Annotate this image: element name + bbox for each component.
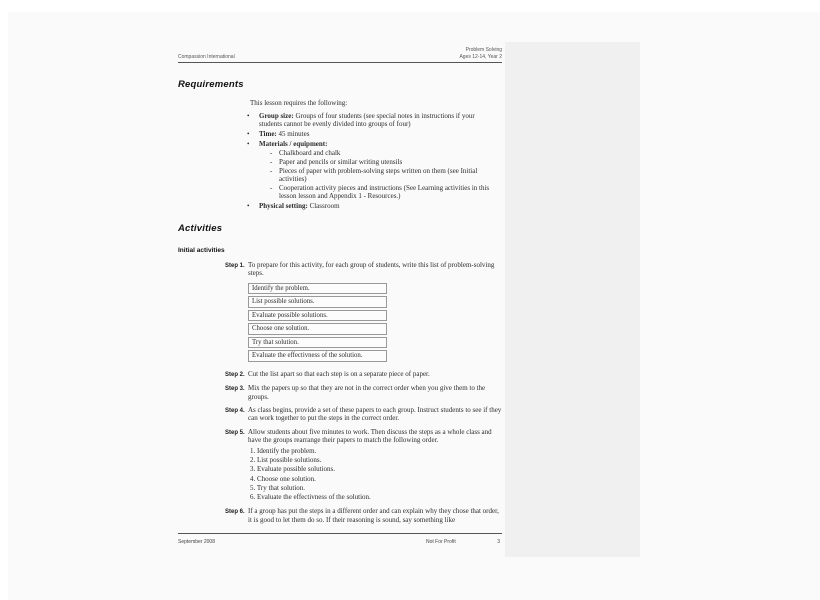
sublist-item: - Pieces of paper with problem-solving steps written on them (see Initial activities) bbox=[270, 167, 497, 183]
step-label: Step 4. bbox=[225, 408, 245, 415]
item-label: Time: bbox=[259, 130, 277, 138]
header-course-ages: Ages 12-14, Year 2 bbox=[459, 53, 502, 60]
step-1 bbox=[178, 261, 502, 365]
footer-org-type: Not For Profit bbox=[426, 539, 456, 545]
sublist-item: - Chalkboard and chalk bbox=[270, 149, 497, 157]
item-text: 45 minutes bbox=[278, 130, 310, 138]
step-2 bbox=[178, 370, 502, 379]
step-text: Allow students about five minutes to work. Then discuss the steps as a whole class and have the groups rearrange their papers to match the following order. bbox=[248, 427, 492, 445]
scan-gray-band bbox=[505, 42, 640, 557]
step-label: Step 6. bbox=[225, 509, 245, 516]
table-row bbox=[248, 323, 387, 335]
step-4 bbox=[178, 406, 502, 423]
left-margin-strip bbox=[0, 0, 8, 600]
table-cell: Try that solution. bbox=[248, 337, 387, 349]
step-body bbox=[248, 428, 502, 503]
item-label: Group size: bbox=[259, 112, 294, 120]
initial-activities-subheading: Initial activities bbox=[178, 247, 225, 254]
header-course-title: Problem Solving bbox=[465, 47, 502, 53]
footer-page-number: 3 bbox=[497, 539, 500, 545]
step-body bbox=[248, 261, 502, 365]
step-text: To prepare for this activity, for each group of students, write this list of problem-solving steps. bbox=[248, 261, 495, 278]
ordered-step: Evaluate the effectivness of the solution. bbox=[257, 493, 371, 502]
activities-heading: Activities bbox=[178, 223, 223, 234]
step-text: Cut the list apart so that each step is on a separate piece of paper. bbox=[248, 369, 430, 378]
item-text: Groups of four students (see special notes in instructions if your students cannot be evenly divided into groups of four) bbox=[259, 112, 475, 128]
ordered-step: Try that solution. bbox=[256, 483, 306, 492]
step-text: As class begins, provide a set of these papers to each group. Instruct students to see if they can work together to put the steps in the correct order. bbox=[248, 406, 502, 423]
step-5 bbox=[178, 428, 502, 503]
table-cell: Evaluate the effectivness of the solution. bbox=[248, 350, 387, 362]
step-3 bbox=[178, 384, 502, 401]
document-page bbox=[178, 47, 502, 529]
step-label: Step 5. bbox=[225, 429, 245, 436]
step-text: If a group has put the steps in a different order and can explain why they chose that order, it is good to let them do so. If their reasoning is sound, say something like bbox=[248, 507, 499, 524]
step-label: Step 3. bbox=[225, 386, 245, 393]
page-header bbox=[178, 47, 502, 63]
materials-sublist bbox=[270, 149, 497, 200]
table-cell: Evaluate possible solutions. bbox=[248, 310, 387, 322]
item-label: Physical setting: bbox=[259, 202, 308, 210]
list-item-materials bbox=[245, 140, 497, 200]
problem-solving-steps-table bbox=[246, 281, 389, 364]
table-row bbox=[248, 283, 387, 295]
ordered-step: Evaluate possible solutions. bbox=[257, 465, 335, 474]
step-text: Mix the papers up so that they are not in the correct order when you give them to the groups. bbox=[248, 384, 486, 401]
steps-list bbox=[178, 261, 502, 524]
ordered-step: List possible solutions. bbox=[257, 455, 322, 464]
ordered-step: Choose one solution. bbox=[257, 474, 316, 483]
table-cell: Identify the problem. bbox=[248, 283, 387, 295]
sublist-item: - Cooperation activity pieces and instructions (See Learning activities in this lesson lesson and Appendix 1 - Resources.) bbox=[270, 184, 497, 200]
table-row bbox=[248, 310, 387, 322]
top-margin-strip bbox=[0, 0, 820, 12]
footer-date: September 2008 bbox=[178, 539, 215, 545]
list-item-time bbox=[245, 130, 497, 138]
ordered-steps-list bbox=[248, 447, 502, 503]
table-cell: Choose one solution. bbox=[248, 323, 387, 335]
list-item-physical-setting bbox=[245, 202, 497, 210]
header-course-info bbox=[459, 47, 502, 60]
ordered-step: Identify the problem. bbox=[257, 446, 317, 455]
sublist-item: - Paper and pencils or similar writing utensils bbox=[270, 158, 497, 166]
list-item-group-size bbox=[245, 112, 497, 128]
table-cell: List possible solutions. bbox=[248, 296, 387, 308]
requirements-heading: Requirements bbox=[178, 79, 244, 90]
table-row bbox=[248, 296, 387, 308]
table-row bbox=[248, 350, 387, 362]
step-6 bbox=[178, 507, 502, 524]
requirements-list bbox=[245, 112, 497, 210]
table-row bbox=[248, 337, 387, 349]
header-org-name: Compassion International bbox=[178, 53, 235, 60]
item-label: Materials / equipment: bbox=[259, 140, 328, 148]
step-label: Step 1. bbox=[225, 263, 245, 269]
item-text: Classroom bbox=[309, 202, 340, 210]
step-label: Step 2. bbox=[225, 371, 245, 378]
requirements-intro: This lesson requires the following: bbox=[250, 99, 348, 107]
page-footer bbox=[178, 533, 502, 545]
